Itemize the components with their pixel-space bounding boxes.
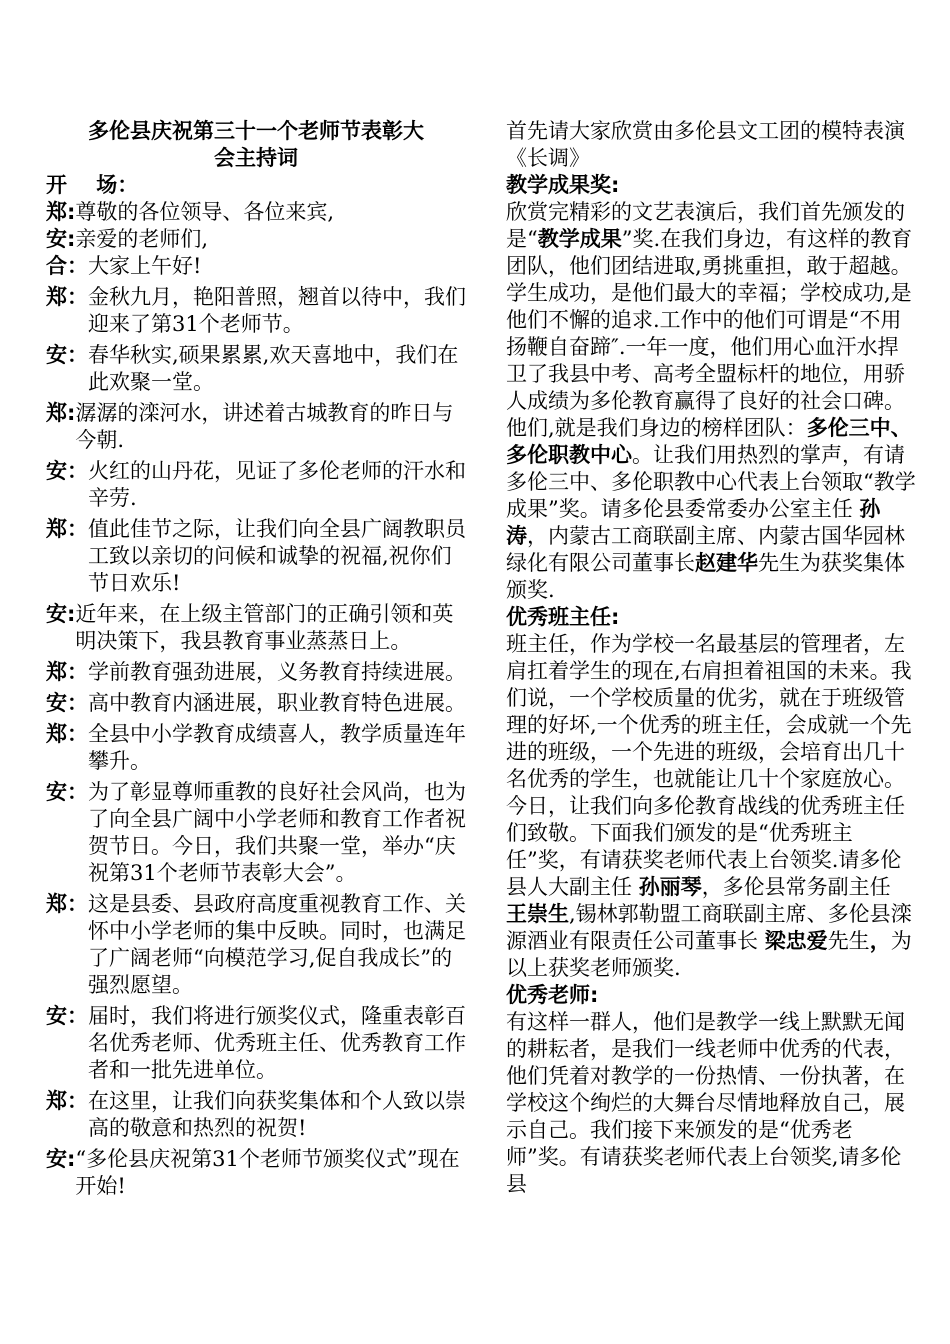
dialogue-line	[46, 284, 466, 338]
left-column	[46, 118, 466, 1200]
dialogue-text: 学前教育强劲进展，义务教育持续进展。	[88, 660, 466, 684]
dialogue-line	[46, 690, 466, 717]
bold-run: 教学成果	[537, 227, 622, 251]
speaker-label: 郑：	[46, 892, 88, 916]
intro-paragraph: 首先请大家欣赏由多伦县文工团的模特表演《长调》	[506, 119, 905, 170]
speaker-label: 安：	[46, 459, 88, 483]
dialogue-line	[46, 779, 466, 887]
dialogue-line	[46, 601, 466, 655]
speaker-label: 合：	[46, 254, 88, 278]
bold-run: 梁忠爱	[764, 929, 828, 953]
dialogue-text: “多伦县庆祝第31个老师节颁奖仪式”现在开始!	[75, 1147, 460, 1198]
text-run: 。让我们用热烈的掌声，有请多伦三中、多伦职教中心代表上台领取“教学成果”奖。请多伦县委常委办公室主任	[506, 443, 916, 521]
dialogue-text: 值此佳节之际，让我们向全县广阔教职员工致以亲切的问候和诚挚的祝福,祝你们节日欢乐!	[88, 517, 466, 595]
dialogue-line	[46, 659, 466, 686]
bold-run: 多伦三中、多伦职教中心	[506, 416, 912, 467]
dialogue-text: 在这里，让我们向获奖集体和个人致以崇高的敬意和热烈的祝贺!	[88, 1089, 466, 1140]
dialogue-line	[46, 1088, 466, 1142]
dialogue-line	[46, 891, 466, 999]
speaker-label: 安:	[46, 227, 76, 251]
dialogue-text: 这是县委、县政府高度重视教育工作、关怀中小学老师的集中反映。同时，也满足了广阔老师“向模范学习,促自我成长”的强烈愿望。	[88, 892, 466, 997]
speaker-label: 安：	[46, 343, 88, 367]
section-heading-excellent-class-teacher: 优秀班主任:	[506, 605, 620, 629]
excellent-class-teacher-paragraph	[506, 631, 916, 982]
title-line-1: 多伦县庆祝第三十一个老师节表彰大	[88, 119, 424, 143]
dialogue-line	[46, 226, 466, 253]
dialogue-line	[46, 458, 466, 512]
dialogue-line	[46, 253, 466, 280]
text-run: ，多伦县常务副主任	[701, 875, 891, 899]
text-run: ，内蒙古工商联副主席、内蒙古国华园林绿化有限公司董事长	[506, 524, 905, 575]
dialogue-line	[46, 1003, 466, 1084]
dialogue-line	[46, 1146, 466, 1200]
bold-run: 孙涛	[506, 497, 881, 548]
speaker-label: 安:	[46, 602, 76, 626]
bold-run: 孙丽琴	[638, 875, 702, 899]
text-run: 先生	[827, 929, 870, 953]
dialogue-text: 近年来，在上级主管部门的正确引领和英明决策下，我县教育事业蒸蒸日上。	[75, 602, 454, 653]
title-line-2: 会主持词	[214, 146, 298, 170]
dialogue-line	[46, 199, 466, 226]
text-run: 欣赏完精彩的文艺表演后，我们首先颁发的是“	[506, 200, 905, 251]
dialogue-line	[46, 400, 466, 454]
speaker-label: 安：	[46, 691, 88, 715]
dialogue-line	[46, 342, 466, 396]
section-heading-teaching-achievement: 教学成果奖:	[506, 173, 620, 197]
excellent-teacher-paragraph: 有这样一群人，他们是教学一线上默默无闻的耕耘者，是我们一线老师中优秀的代表，他们凭着对教学的一份热情、一份执著，在学校这个绚烂的大舞台尽情地释放自己，展示自己。我们接下来颁发的是“优秀老师”奖。有请获奖老师代表上台领奖,请多伦县	[506, 1010, 905, 1196]
text-run: 为以上获奖老师颁奖.	[506, 929, 912, 980]
dialogue-line	[46, 516, 466, 597]
dialogue-text: 春华秋实,硕果累累,欢天喜地中，我们在此欢聚一堂。	[88, 343, 459, 394]
speaker-label: 郑：	[46, 660, 88, 684]
bold-run: ，	[869, 929, 891, 953]
dialogue-list	[46, 199, 466, 1200]
speaker-label: 郑：	[46, 285, 88, 309]
speaker-label: 郑：	[46, 722, 88, 746]
right-column	[506, 118, 916, 1198]
dialogue-text: 高中教育内涵进展，职业教育特色进展。	[88, 691, 466, 715]
dialogue-text: 潺潺的滦河水，讲述着古城教育的昨日与今朝.	[75, 401, 454, 452]
dialogue-text: 全县中小学教育成绩喜人，教学质量连年攀升。	[88, 722, 466, 773]
speaker-label: 郑:	[46, 401, 76, 425]
section-heading-excellent-teacher: 优秀老师:	[506, 983, 599, 1007]
dialogue-text: 届时，我们将进行颁奖仪式，隆重表彰百名优秀老师、优秀班主任、优秀教育工作者和一批先进单位。	[88, 1004, 466, 1082]
document-title	[46, 118, 466, 172]
opening-heading: 开 场：	[46, 173, 139, 197]
text-run: ”奖.在我们身边，有这样的教育团队，他们团结进取,勇挑重担，敢于超越。学生成功，是他们最大的幸福；学校成功,是他们不懈的追求.工作中的他们可谓是“不用扬鞭自奋蹄″.一年一度，他们用心血汗水捍卫了我县中考、高考全盟标杆的地位，用骄人成绩为多伦教育赢得了良好的社会口碑。他们,就是我们身边的榜样团队：	[506, 227, 913, 440]
dialogue-line	[46, 721, 466, 775]
bold-run: 赵建华	[695, 551, 758, 575]
speaker-label: 安：	[46, 1004, 88, 1028]
speaker-label: 郑:	[46, 200, 76, 224]
dialogue-text: 大家上午好!	[88, 254, 202, 278]
speaker-label: 郑：	[46, 1089, 88, 1113]
text-run: 先生为获奖集体颁奖.	[506, 551, 905, 602]
speaker-label: 郑：	[46, 517, 88, 541]
dialogue-text: 亲爱的老师们,	[75, 227, 209, 251]
dialogue-text: 为了彰显尊师重教的良好社会风尚，也为了向全县广阔中小学老师和教育工作者祝贺节日。今日，我们共聚一堂，举办“庆祝第31个老师节表彰大会”。	[88, 780, 466, 885]
text-run: 班主任，作为学校一名最基层的管理者，左肩扛着学生的现在,右肩担着祖国的未来。我们说，一个学校质量的优劣，就在于班级管理的好坏,一个优秀的班主任，会成就一个先进的班级，一个先进的班级，会培育出几十名优秀的学生，也就能让几十个家庭放心。今日，让我们向多伦教育战线的优秀班主任们致敬。下面我们颁发的是“优秀班主任”奖，有请获奖老师代表上台领奖.请多伦县人大副主任	[506, 632, 912, 899]
text-run: ,锡林郭勒盟工商联副主席、多伦县滦源酒业有限责任公司董事长	[506, 902, 912, 953]
dialogue-text: 尊敬的各位领导、各位来宾,	[75, 200, 335, 224]
dialogue-text: 火红的山丹花，见证了多伦老师的汗水和辛劳.	[88, 459, 466, 510]
teaching-achievement-paragraph	[506, 199, 916, 604]
bold-run: 王崇生	[506, 902, 569, 926]
speaker-label: 安：	[46, 780, 88, 804]
speaker-label: 安:	[46, 1147, 76, 1171]
dialogue-text: 金秋九月，艳阳普照，翘首以待中，我们迎来了第31个老师节。	[88, 285, 466, 336]
